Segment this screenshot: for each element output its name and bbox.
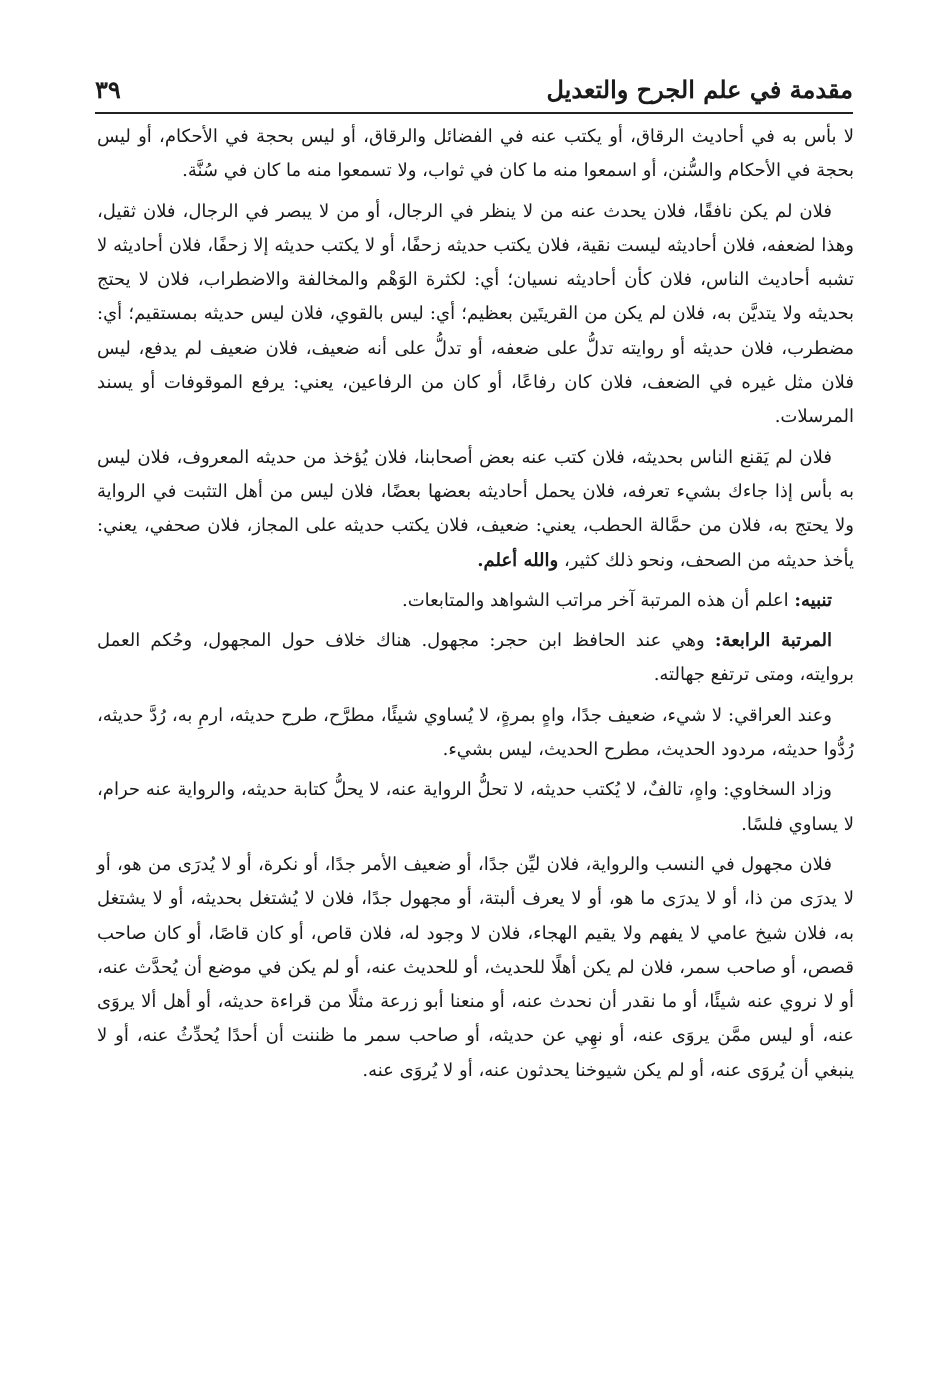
page-number: ٣٩ bbox=[95, 75, 121, 104]
paragraph-text: وزاد السخاوي: واهٍ، تالفٌ، لا يُكتب حديثه، لا تحلُّ الرواية عنه، لا يحلُّ كتابة حديثه، والرواية عنه حرام، لا يساوي فلسًا. bbox=[97, 779, 854, 835]
paragraph bbox=[97, 773, 854, 842]
paragraph bbox=[97, 195, 854, 435]
note-label: تنبيه: bbox=[794, 589, 832, 611]
note-paragraph bbox=[97, 584, 854, 618]
paragraph-text: وهي عند الحافظ ابن حجر: مجهول. هناك خلاف حول المجهول، وحُكم العمل بروايته، ومتى ترتفع جهالته. bbox=[97, 630, 854, 686]
paragraph bbox=[97, 699, 854, 768]
rank-paragraph bbox=[97, 624, 854, 693]
paragraph-text: اعلم أن هذه المرتبة آخر مراتب الشواهد والمتابعات. bbox=[401, 589, 795, 611]
page-body bbox=[97, 120, 854, 1094]
running-title: مقدمة في علم الجرح والتعديل bbox=[546, 75, 853, 104]
page-header bbox=[95, 62, 853, 102]
paragraph bbox=[97, 848, 854, 1088]
paragraph bbox=[97, 120, 854, 189]
rank-label: المرتبة الرابعة: bbox=[714, 630, 832, 652]
header-rule bbox=[95, 112, 853, 114]
closing-phrase: والله أعلم. bbox=[477, 549, 559, 571]
paragraph-text: فلان مجهول في النسب والرواية، فلان ليِّن جدًا، أو ضعيف الأمر جدًا، أو نكرة، أو لا يُدرَى من هو، أو لا يدرَى من ذا، أو لا يدرَى ما هو، أو لا يعرف ألبتة، أو مجهول جدًا، فلان لا يُشتغل بحديثه، أو لا يشتغل به، فلان شيخ عامي لا يفهم ولا يقيم الهجاء، فلان لا وجود له، فلان قاص، أو كان قاصًا، أو كان صاحب قصص، أو صاحب سمر، فلان لم يكن أهلًا للحديث، أو للحديث عنه، أو لم يكن في موضع أن يُحدَّث عنه، أو لا نروي عنه شيئًا، أو ما نقدر أن نحدث عنه، أو منعنا أبو زرعة مثلًا من قراءة حديثه، أو أهل ألا يروَى عنه، أو ليس ممَّن يروَى عنه، أو نهِي عن حديثه، أو صاحب سمر ما ظننت أن أحدًا يُحدِّثُ عنه، أو لا ينبغي أن يُروَى عنه، أو لم يكن شيوخنا يحدثون عنه، أو لا يُروَى عنه. bbox=[97, 853, 854, 1081]
paragraph-text: لا بأس به في أحاديث الرقاق، أو يكتب عنه في الفضائل والرقاق، أو ليس بحجة في الأحكام، أو ليس بحجة في الأحكام والسُّنن، أو اسمعوا منه ما كان في ثواب، ولا تسمعوا منه ما كان في سُنَّة. bbox=[97, 126, 854, 182]
paragraph bbox=[97, 441, 854, 578]
paragraph-text: فلان لم يكن نافقًا، فلان يحدث عنه من لا ينظر في الرجال، أو من لا يبصر في الرجال، فلان ثقيل، وهذا لضعفه، فلان أحاديثه ليست نقية، فلان يكتب حديثه زحفًا، أو لا يكتب حديثه إلا زحفًا، فلان أحاديثه لا تشبه أحاديث الناس، فلان كأن أحاديثه نسيان؛ أي: لكثرة الوَهْم والمخالفة والاضطراب، فلان لا يحتج بحديثه ولا يتديَّن به، فلان لم يكن من القريتَين بعظيم؛ أي: ليس بالقوي، فلان ليس حديثه بمستقيم؛ أي: مضطرب، فلان حديثه أو روايته تدلُّ على ضعفه، أو تدلُّ على أنه ضعيف، فلان ضعيف لم يدفع، ليس فلان مثل غيره في الضعف، فلان كان رفاعًا، أو كان من الرفاعين، يعني: يرفع الموقوفات أو يسند المرسلات. bbox=[97, 200, 854, 428]
paragraph-text: فلان لم يَقنع الناس بحديثه، فلان كتب عنه بعض أصحابنا، فلان يُؤخذ من حديثه المعروف، فلان ليس به بأس إذا جاءك بشيء تعرفه، فلان يحمل أحاديثه بعضها بعضًا، فلان ليس من أهل التثبت في الرواية ولا يحتج به، فلان من حمَّالة الحطب، يعني: ضعيف، فلان يكتب حديثه على المجاز، فلان صحفي، يعني: يأخذ حديثه من الصحف، ونحو ذلك كثير، bbox=[97, 446, 854, 571]
paragraph-text: وعند العراقي: لا شيء، ضعيف جدًا، واهٍ بمرةٍ، لا يُساوي شيئًا، مطرَّح، طرح حديثه، ارمِ به، رُدَّ حديثه، رُدُّوا حديثه، مردود الحديث، مطرح الحديث، ليس بشيء. bbox=[97, 704, 854, 761]
